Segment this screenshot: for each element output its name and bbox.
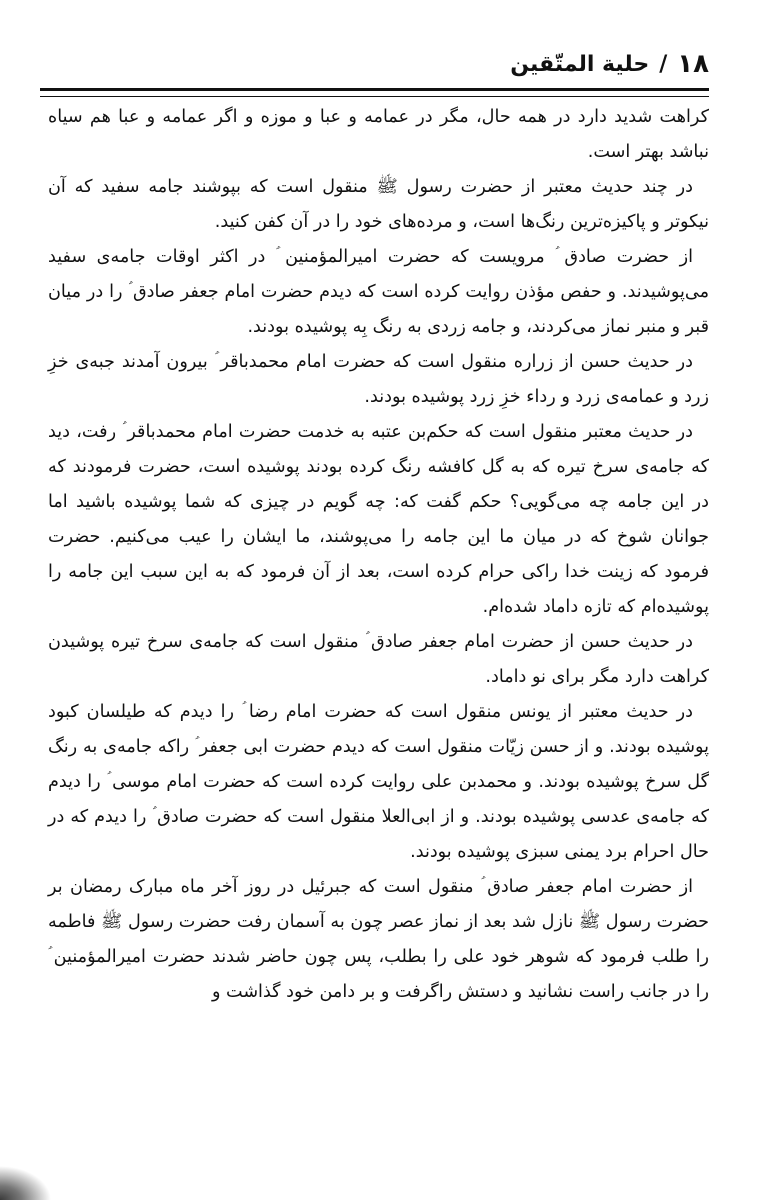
- book-title: حلیة المتّقین: [510, 51, 650, 77]
- paragraph: از حضرت امام جعفر صادق ؑ منقول است که جبرئیل در روز آخر ماه مبارک رمضان بر حضرت رسول ﷺ نازل شد بعد از نماز عصر چون به آسمان رفت حضرت رسول ﷺ فاطمه را طلب فرمود که شوهر خود علی را بطلب، پس چون حاضر شدند حضرت امیرالمؤمنین ؑ را در جانب راست نشانید و دستش راگرفت و بر دامن خود گذاشت و: [48, 877, 709, 1002]
- paragraph: در حدیث حسن از حضرت امام جعفر صادق ؑ منقول است که جامه‌ی سرخ تیره پوشیدن کراهت دارد مگر برای نو داماد.: [48, 632, 709, 687]
- header-divider: [40, 88, 709, 97]
- paragraph: در حدیث حسن از زراره منقول است که حضرت امام محمدباقر ؑ بیرون آمدند جبه‌ی خزِ زرد و عمامه‌ی زرد و رداء خزِ زرد پوشیده بودند.: [48, 352, 709, 407]
- scan-corner-shadow: [0, 1160, 60, 1200]
- paragraph: در حدیث معتبر منقول است که حکم‌بن عتبه به خدمت حضرت امام محمدباقر ؑ رفت، دید که جامه‌ی سرخ تیره که به گل کافشه رنگ کرده بودند پوشیده است، حضرت فرمودند که در این جامه چه می‌گویی؟ حکم گفت که: چه گویم در چیزی که شما پوشیده باشید اما جوانان شوخ که در میان ما این جامه را می‌پوشند، ما ایشان را عیب می‌کنیم. حضرت فرمود که زینت خدا راکی حرام کرده است، بعد از آن فرمود که به این سبب این جامه را پوشیده‌ام که تازه داماد شده‌ام.: [48, 422, 709, 617]
- page-number: ۱۸: [677, 49, 709, 79]
- paragraph: در چند حدیث معتبر از حضرت رسول ﷺ منقول است که بپوشند جامه سفید که آن نیکوتر و پاکیزه‌ترین رنگ‌ها است، و مرده‌های خود را در آن کفن کنید.: [48, 177, 709, 232]
- paragraph: از حضرت صادق ؑ مرویست که حضرت امیرالمؤمنین ؑ در اکثر اوقات جامه‌ی سفید می‌پوشیدند. و حفص مؤذن روایت کرده است که دیدم حضرت امام جعفر صادق ؑ را در میان قبر و منبر نماز می‌کردند، و جامه زردی به رنگ بِه پوشیده بودند.: [48, 247, 709, 337]
- header-separator: /: [659, 51, 668, 77]
- paragraph: در حدیث معتبر از یونس منقول است که حضرت امام رضا ؑ را دیدم که طیلسان کبود پوشیده بودند. و از حسن زیّات منقول است که دیدم حضرت ابی جعفر ؑ راکه جامه‌ی به رنگ گل سرخ پوشیده بودند. و محمدبن علی روایت کرده است که حضرت امام موسی ؑ را دیدم که جامه‌ی عدسی پوشیده بودند. و از ابی‌العلا منقول است که حضرت صادق ؑ را دیدم که در حال احرام برد یمنی سبزی پوشیده بودند.: [48, 702, 709, 862]
- body-text: [48, 100, 709, 1010]
- paragraph: کراهت شدید دارد در همه حال، مگر در عمامه و عبا و موزه و اگر عمامه و عبا هم سیاه نباشد بهتر است.: [48, 107, 709, 162]
- page-header: [40, 40, 709, 88]
